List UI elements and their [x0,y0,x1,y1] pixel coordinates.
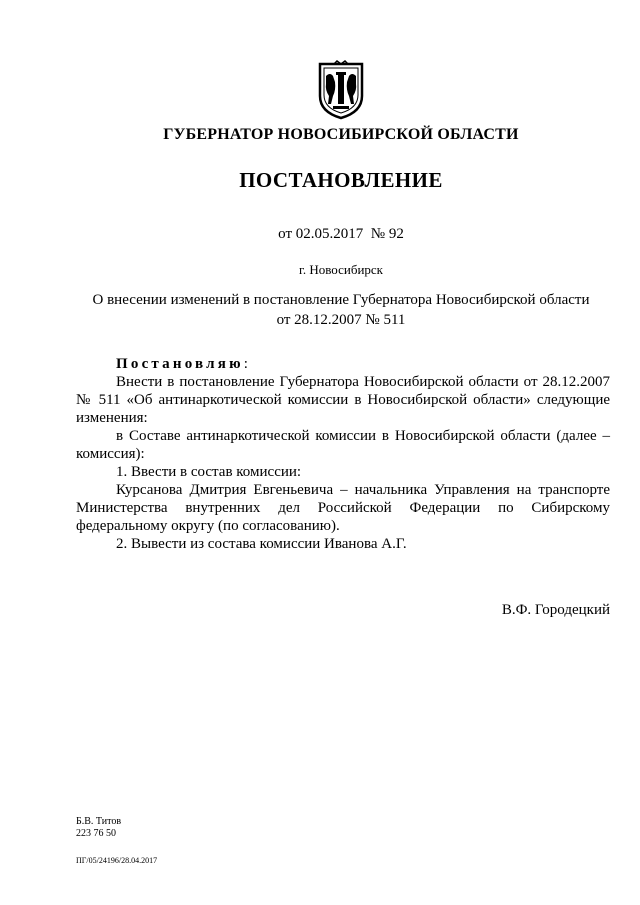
subject-line-1: О внесении изменений в постановление Губернатора Новосибирской области [92,292,590,308]
decree-heading [76,355,610,373]
decree-word: Постановляю [116,356,244,372]
document-subject [0,290,640,330]
coat-of-arms-icon [316,60,366,120]
paragraph-4: Курсанова Дмитрия Евгеньевича – начальника Управления на транспорте Министерства внутренних дел Российской Федерации по Сибирскому федеральному округу (по согласованию). [76,482,610,534]
executor-name: Б.В. Титов [76,816,122,827]
decree-colon: : [243,356,248,372]
paragraph-3: 1. Ввести в состав комиссии: [116,464,302,480]
document-code: ПГ/05/24196/28.04.2017 [76,856,158,865]
date-number: от 02.05.2017 № 92 [278,226,404,242]
document-body [76,355,610,553]
paragraph-2: в Составе антинаркотической комиссии в Новосибирской области (далее – комиссия): [76,428,610,462]
executor-phone: 223 76 50 [76,828,116,839]
paragraph-5: 2. Вывести из состава комиссии Иванова А.Г. [116,536,407,552]
subject-line-2: от 28.12.2007 № 511 [276,312,406,328]
paragraph-1: Внести в постановление Губернатора Новосибирской области от 28.12.2007 № 511 «Об антинаркотической комиссии в Новосибирской области» следующие изменения: [76,374,610,426]
signature: В.Ф. Городецкий [501,602,610,618]
city: г. Новосибирск [298,262,383,277]
document-type-heading: ПОСТАНОВЛЕНИЕ [239,168,443,192]
executor-block [76,816,121,840]
authority-heading: ГУБЕРНАТОР НОВОСИБИРСКОЙ ОБЛАСТИ [163,126,519,143]
